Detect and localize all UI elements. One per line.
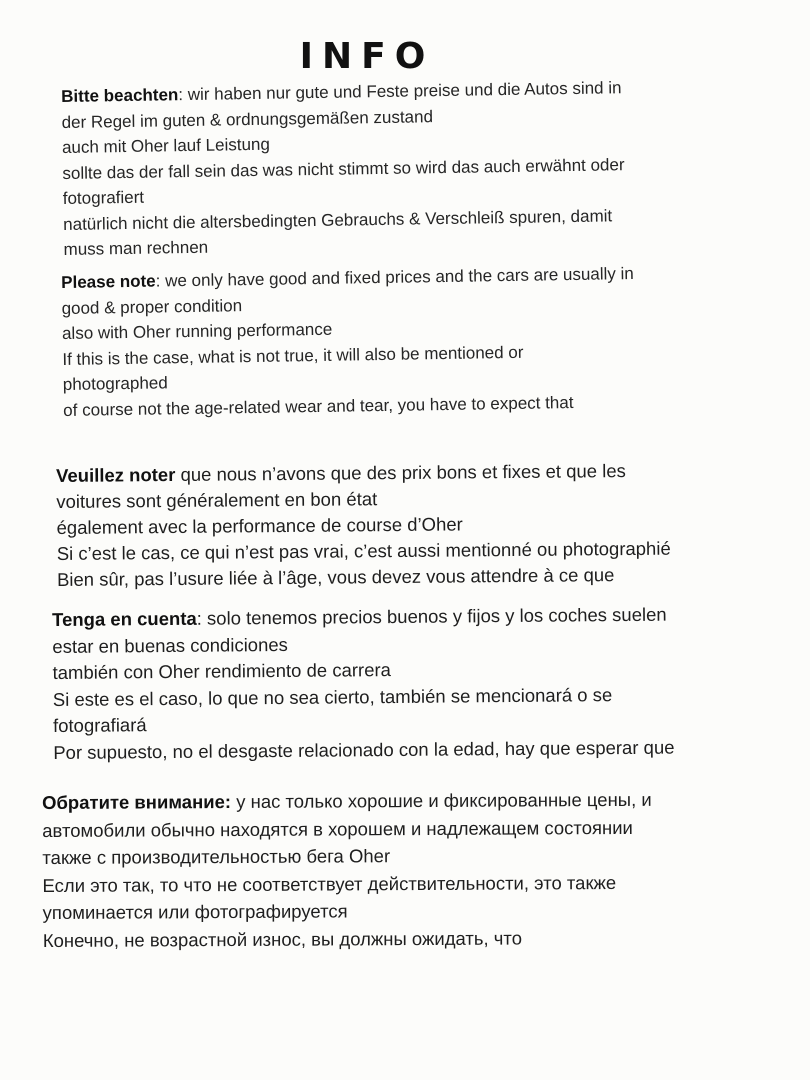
notice-line: natürlich nicht die altersbedingten Gebrauchs & Verschleiß spuren, damit (63, 205, 613, 234)
notice-label: Tenga en cuenta (52, 607, 197, 630)
notice-line: Si este es el caso, lo que no sea cierto, también se mencionará o se (52, 683, 613, 710)
notice-line: If this is the case, what is not true, it will also be mentioned or (62, 342, 524, 369)
notice-russian (42, 786, 652, 954)
notice-line: muss man rechnen (63, 237, 209, 259)
notice-label: Please note (61, 271, 156, 292)
notice-label: Обратите внимание: (42, 791, 232, 813)
notice-line: автомобили обычно находятся в хорошем и надлежащем состоянии (42, 816, 633, 841)
notice-line: estar en buenas condiciones (52, 633, 288, 657)
notice-first-line (52, 602, 673, 634)
notice-first-line (56, 458, 670, 489)
notice-line: fotografiert (62, 187, 145, 208)
notice-text: que nous n’avons que des prix bons et fixes et que les (175, 460, 626, 485)
notice-line: also with Oher running performance (61, 319, 333, 343)
notice-line: Если это так, то что не соответствует действительности, это также (42, 871, 617, 896)
notice-line: également avec la performance de course d’Oher (56, 513, 463, 538)
notice-line: также с производительностью бега Oher (42, 845, 391, 868)
notice-text: : solo tenemos precios buenos y fijos y los coches suelen (196, 603, 667, 629)
notice-line: también con Oher rendimiento de carrera (52, 659, 391, 683)
notice-french (56, 458, 671, 593)
notice-text: : we only have good and fixed prices and the cars are usually in (155, 264, 634, 291)
notice-line: of course not the age-related wear and tear, you have to expect that (63, 392, 574, 420)
notice-line: auch mit Oher lauf Leistung (61, 134, 271, 157)
notice-line: Por supuesto, no el desgaste relacionado con la edad, hay que esperar que (53, 736, 675, 763)
notice-line: der Regel im guten & ordnungsgemäßen zustand (61, 106, 434, 132)
notice-english (61, 261, 636, 423)
notice-label: Bitte beachten (61, 85, 179, 106)
notice-line: good & proper condition (61, 295, 243, 318)
notice-line: sollte das der fall sein das was nicht stimmt so wird das auch erwähnt oder (62, 154, 625, 183)
notice-spanish (52, 602, 675, 766)
notice-line: Bien sûr, pas l’usure liée à l’âge, vous devez vous attendre à ce que (56, 564, 615, 590)
page-title: INFO (299, 36, 435, 77)
notice-text: : wir haben nur gute und Feste preise und die Autos sind in (178, 78, 622, 105)
notice-german (61, 75, 626, 262)
notice-text: у нас только хорошие и фиксированные цены, и (230, 788, 652, 813)
notice-line: упоминается или фотографируется (42, 900, 348, 923)
notice-line: Конечно, не возрастной износ, вы должны ожидать, что (42, 926, 523, 951)
notice-line: voitures sont généralement en bon état (56, 488, 378, 512)
notice-line: Si c’est le cas, ce qui n’est pas vrai, c’est aussi mentionné ou photographié (56, 537, 671, 564)
notice-first-line (42, 786, 652, 817)
notice-line: photographed (62, 373, 168, 394)
notice-line: fotografiará (52, 714, 147, 736)
notice-label: Veuillez noter (56, 463, 176, 486)
